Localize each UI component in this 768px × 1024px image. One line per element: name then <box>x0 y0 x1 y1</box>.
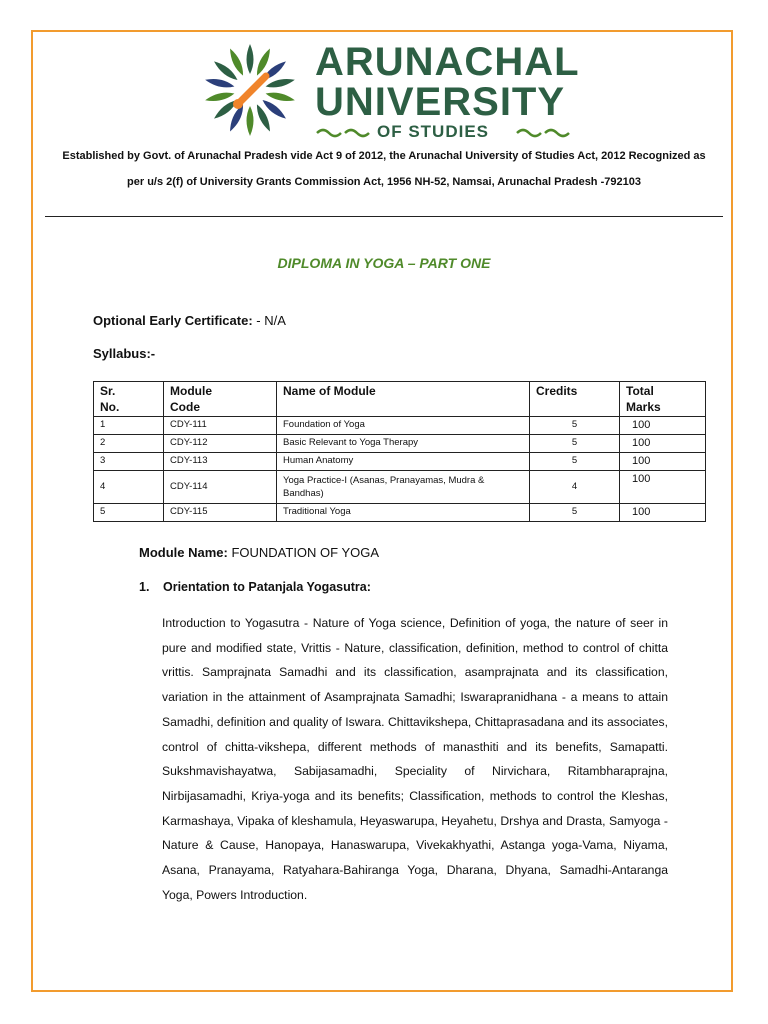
wave-ornament-icon <box>515 128 573 138</box>
header-module-code: Module Code <box>164 382 277 417</box>
cell-name: Yoga Practice-I (Asanas, Pranayamas, Mudra & Bandhas) <box>277 471 530 504</box>
logo-name-line2: UNIVERSITY <box>315 80 566 124</box>
establishment-line-2: per u/s 2(f) of University Grants Commission Act, 1956 NH-52, Namsai, Arunachal Pradesh -792103 <box>127 176 641 188</box>
cell-credits: 5 <box>530 453 620 471</box>
logo-name-line3: OF STUDIES <box>377 122 490 141</box>
cell-code: CDY-113 <box>164 453 277 471</box>
module-name-value: FOUNDATION OF YOGA <box>227 545 380 560</box>
logo-name-line1: ARUNACHAL <box>315 40 580 84</box>
logo-petal <box>204 76 235 90</box>
cell-credits: 4 <box>530 471 620 504</box>
cell-credits: 5 <box>530 504 620 522</box>
section-title: Orientation to Patanjala Yogasutra: <box>163 580 371 594</box>
cell-sr: 3 <box>94 453 164 471</box>
optional-certificate <box>93 313 286 328</box>
cell-marks: 100 <box>620 471 706 504</box>
cell-code: CDY-112 <box>164 435 277 453</box>
cell-marks: 100 <box>620 453 706 471</box>
cell-name: Foundation of Yoga <box>277 417 530 435</box>
cell-code: CDY-111 <box>164 417 277 435</box>
cell-sr: 4 <box>94 471 164 504</box>
table-row <box>94 435 706 453</box>
logo-petal <box>247 106 254 136</box>
syllabus-label: Syllabus:- <box>93 346 156 361</box>
logo-petal <box>265 90 296 104</box>
certificate-value: - N/A <box>252 313 286 328</box>
table-header-row <box>94 382 706 417</box>
sunburst-leaf-logo-icon <box>200 40 300 140</box>
module-name-line <box>139 545 379 560</box>
header-divider <box>45 216 723 217</box>
module-name-label: Module Name: <box>139 545 228 560</box>
section-heading <box>139 580 371 594</box>
module-table <box>93 381 706 522</box>
document-title: DIPLOMA IN YOGA – PART ONE <box>277 255 491 271</box>
logo-petal <box>204 90 235 104</box>
university-logo <box>200 40 580 140</box>
cell-credits: 5 <box>530 417 620 435</box>
cell-sr: 2 <box>94 435 164 453</box>
section-number: 1. <box>139 580 150 594</box>
logo-petal <box>247 44 254 74</box>
cell-marks: 100 <box>620 504 706 522</box>
wave-ornament-icon <box>315 128 373 138</box>
cell-name: Traditional Yoga <box>277 504 530 522</box>
cell-code: CDY-115 <box>164 504 277 522</box>
table-row <box>94 471 706 504</box>
cell-sr: 5 <box>94 504 164 522</box>
cell-credits: 5 <box>530 435 620 453</box>
header-module-name: Name of Module <box>277 382 530 417</box>
section-body-text: Introduction to Yogasutra - Nature of Yoga science, Definition of yoga, the nature of seer in pure and modified state, Vrittis - Nature, classification, definition, method to control of chitta vrittis. Samprajnata Samadhi and its classification, asamprajnata and its classification, variation in the attainment of Asamprajnata Samadhi; Iswarapranidhana - a means to attain Samadhi, definition and quality of Iswara. Chittavikshepa, Chittaprasadana and its associates, control of chitta-vikshepa, different methods of manasthiti and its benefits, Samapatti. Sukshmavishayatwa, Sabijasamadhi, Speciality of Nirvichara, Ritambharaprajna, Nirbijasamadhi, Kriya-yoga and its benefits; Classification, methods to control the Kleshas, Karmashaya, Vipaka of kleshamula, Heyaswarupa, Heyahetu, Drshya and Drasta, Samyoga - Nature & Cause, Hanopaya, Hanaswarupa, Vivekakhyathi, Astanga yoga-Vama, Niyama, Asana, Pranayama, Ratyahara-Bahiranga Yoga, Dharana, Dhyana, Samadhi-Antaranga Yoga, Powers Introduction. <box>162 616 668 902</box>
certificate-label: Optional Early Certificate: <box>93 313 253 328</box>
cell-code: CDY-114 <box>164 471 277 504</box>
logo-subtitle <box>315 122 573 142</box>
cell-marks: 100 <box>620 417 706 435</box>
header-total-marks: Total Marks <box>620 382 706 417</box>
header-credits: Credits <box>530 382 620 417</box>
cell-marks: 100 <box>620 435 706 453</box>
cell-name: Basic Relevant to Yoga Therapy <box>277 435 530 453</box>
table-row <box>94 417 706 435</box>
logo-petal <box>265 76 296 90</box>
header-sr-no: Sr. No. <box>94 382 164 417</box>
table-row <box>94 504 706 522</box>
cell-name: Human Anatomy <box>277 453 530 471</box>
table-row <box>94 453 706 471</box>
cell-sr: 1 <box>94 417 164 435</box>
establishment-line-1: Established by Govt. of Arunachal Pradesh vide Act 9 of 2012, the Arunachal University of Studies Act, 2012 Recognized as <box>62 150 706 162</box>
